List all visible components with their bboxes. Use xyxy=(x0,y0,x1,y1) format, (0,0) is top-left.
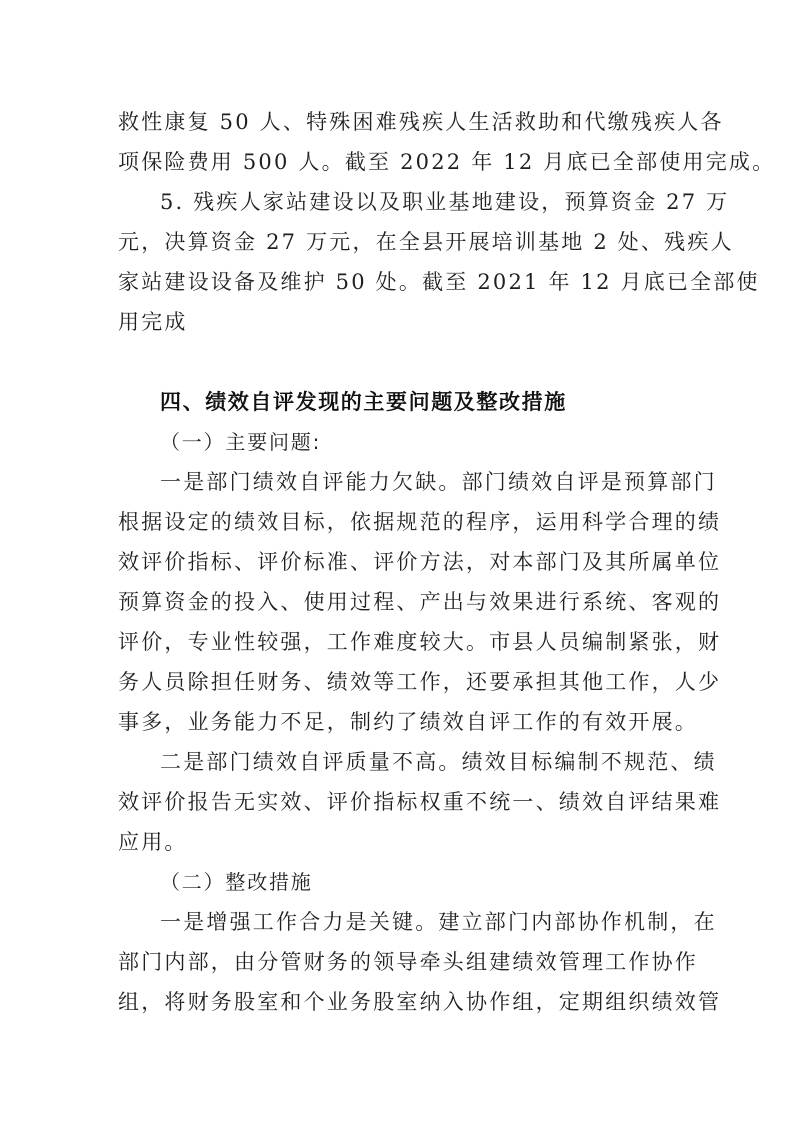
paragraph-line: 务人员除担任财务、绩效等工作，还要承担其他工作，人少 xyxy=(118,670,722,694)
section-heading: 四、绩效自评发现的主要问题及整改措施 xyxy=(160,390,567,414)
paragraph-line: 效评价指标、评价标准、评价方法，对本部门及其所属单位 xyxy=(118,550,722,574)
paragraph-line: 评价，专业性较强，工作难度较大。市县人员编制紧张，财 xyxy=(118,630,722,654)
body-line: 项保险费用 500 人。截至 2022 年 12 月底已全部使用完成。 xyxy=(118,150,776,174)
paragraph-line: 一是增强工作合力是关键。建立部门内部协作机制，在 xyxy=(160,910,717,934)
paragraph-line: 二是部门绩效自评质量不高。绩效目标编制不规范、绩 xyxy=(160,750,717,774)
body-line: 元，决算资金 27 万元，在全县开展培训基地 2 处、残疾人 xyxy=(118,230,734,254)
body-line: 用完成 xyxy=(118,310,188,334)
subheading-measures: （二）整改措施 xyxy=(160,870,313,894)
body-line: 救性康复 50 人、特殊困难残疾人生活救助和代缴残疾人各 xyxy=(118,110,724,134)
paragraph-line: 效评价报告无实效、评价指标权重不统一、绩效自评结果难 xyxy=(118,790,722,814)
subheading-problems: （一）主要问题: xyxy=(160,430,322,454)
paragraph-line: 根据设定的绩效目标，依据规范的程序，运用科学合理的绩 xyxy=(118,510,722,534)
paragraph-line: 应用。 xyxy=(118,830,188,854)
paragraph-line: 一是部门绩效自评能力欠缺。部门绩效自评是预算部门 xyxy=(160,470,717,494)
paragraph-line: 部门内部，由分管财务的领导牵头组建绩效管理工作协作 xyxy=(118,950,698,974)
paragraph-line: 组，将财务股室和个业务股室纳入协作组，定期组织绩效管 xyxy=(118,990,722,1014)
paragraph-line: 预算资金的投入、使用过程、产出与效果进行系统、客观的 xyxy=(118,590,722,614)
paragraph-line: 事多，业务能力不足，制约了绩效自评工作的有效开展。 xyxy=(118,710,698,734)
body-line: 家站建设设备及维护 50 处。截至 2021 年 12 月底已全部使 xyxy=(118,270,760,294)
body-line: 5. 残疾人家站建设以及职业基地建设，预算资金 27 万 xyxy=(160,190,730,214)
